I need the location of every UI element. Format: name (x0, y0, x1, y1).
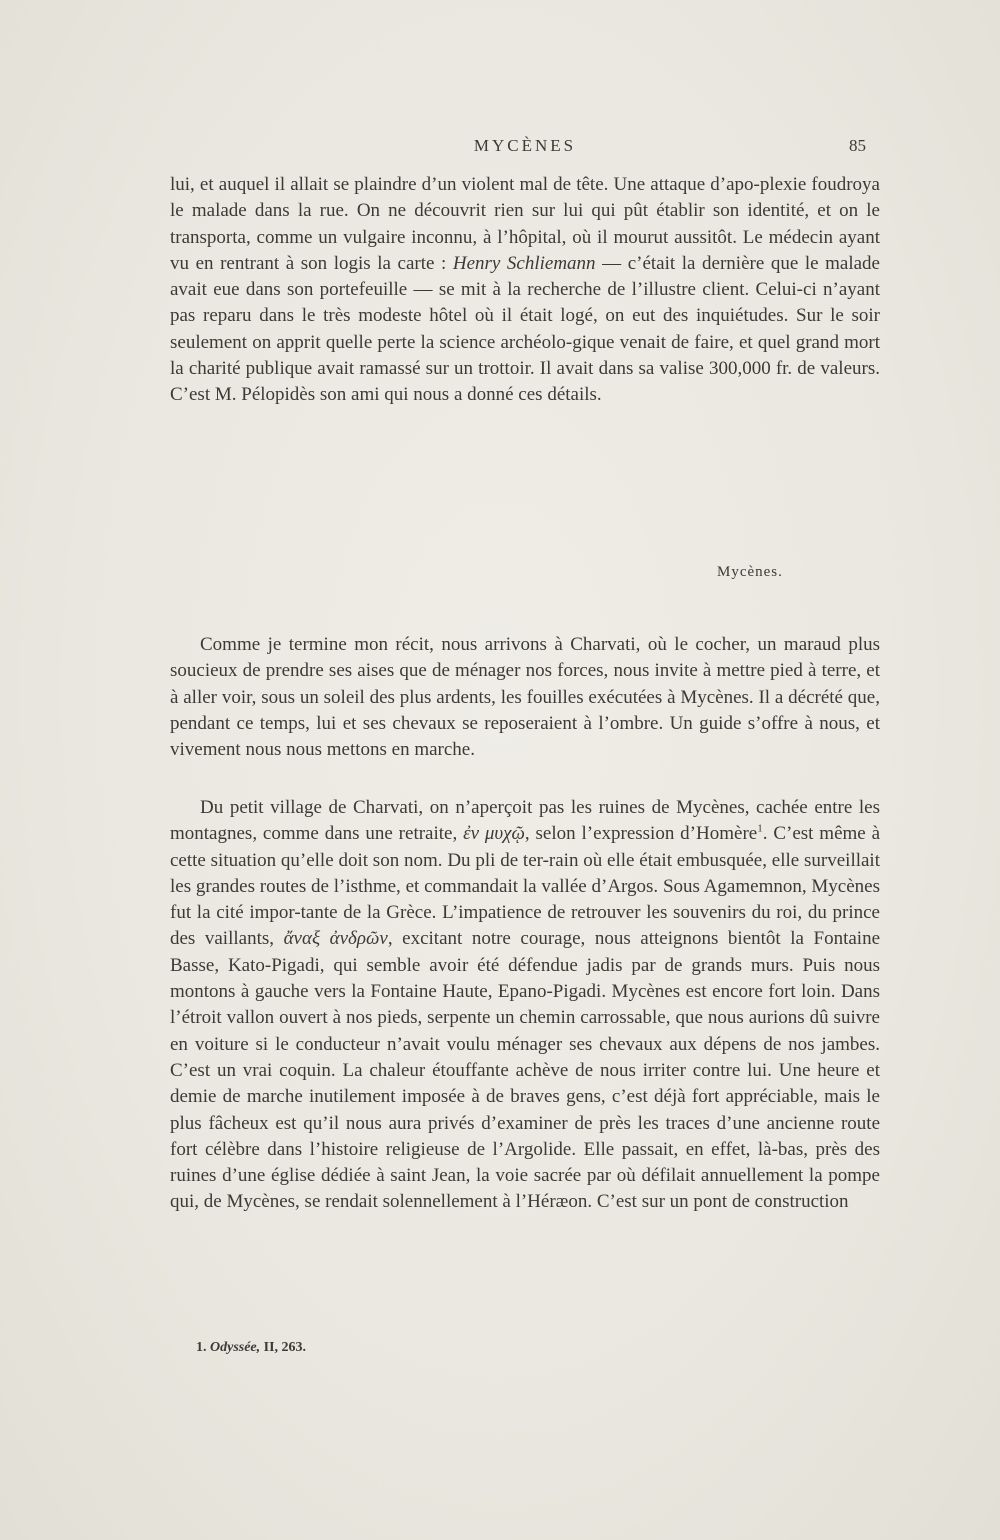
paragraph-1-text: lui, et auquel il allait se plaindre d’un violent mal de tête. Une attaque d’apo-plexie foudroya le malade dans la rue. On ne découvrit rien sur lui qui pût établir son identité, et on le transporta, comme un vulgaire inconnu, à l’hôpital, où il mourut aussitôt. Le médecin ayant vu en rentrant à son logis la carte : (170, 174, 880, 274)
footnote-marker: 1 (757, 822, 763, 835)
running-title: MYCÈNES (473, 136, 577, 155)
paragraph-1-italic-name: Henry Schliemann (452, 252, 596, 274)
paragraph-3 (170, 795, 880, 1216)
paragraph-3-greek-1: ἐν μυχῷ (463, 823, 525, 845)
paragraph-1-rest: — c’était la dernière que le malade avait eue dans son portefeuille — se mit à la recherche de l’illustre client. Celui-ci n’ayant pas reparu dans le très modeste hôtel où il était logé, on eut des inquiétudes. Sur le soir seulement on apprit quelle perte la science archéolo-gique venait de faire, et quel grand mort la charité publique avait ramassé sur un trottoir. Il avait dans sa valise 300,000 fr. de valeurs. C’est M. Pélopidès son ami qui nous a donné ces détails. (170, 252, 880, 406)
footnote-number: 1. (196, 1340, 207, 1355)
running-head (170, 136, 880, 160)
paragraph-1 (170, 172, 880, 409)
paragraph-3-greek-2: ἄναξ ἀνδρῶν (283, 928, 388, 950)
paragraph-3-text-d: , excitant notre courage, nous atteignons bientôt la Fontaine Basse, Kato-Pigadi, qui semble avoir été défendue jadis par de grands murs. Puis nous montons à gauche vers la Fontaine Haute, Epano-Pigadi. Mycènes est encore fort loin. Dans l’étroit vallon ouvert à nos pieds, serpente un chemin carrossable, que nous aurions dû suivre en voiture si le conducteur n’avait voulu ménager ses chevaux aux dépens de nos jambes. C’est un vrai coquin. La chaleur étouffante achève de nous irriter contre lui. Une heure et demie de marche inutilement imposée à de braves gens, c’est déjà fort appréciable, mais le plus fâcheux est qu’il nous aura privés d’examiner de près les traces d’une ancienne route fort célèbre dans l’histoire religieuse de l’Argolide. Elle passait, en effet, là-bas, près des ruines d’une église dédiée à saint Jean, la voie sacrée par où défilait annuellement la pompe qui, de Mycènes, se rendait solennellement à l’Héræon. C’est sur un pont de construction (170, 928, 881, 1213)
paragraph-3-text-c: . C’est même à cette situation qu’elle doit son nom. Du pli de ter-rain où elle était embusquée, elle surveillait les grandes routes de l’isthme, et commandait la vallée d’Argos. Sous Agamemnon, Mycènes fut la cité impor-tante de la Grèce. L’impatience de retrouver les souvenirs du roi, du prince des vaillants, (170, 823, 881, 950)
paragraph-3-text-b: , selon l’expression d’Homère (524, 823, 758, 845)
footnote-work: Odyssée, (210, 1340, 261, 1355)
section-heading: Mycènes. (717, 564, 783, 580)
page-number: 85 (849, 136, 866, 155)
paragraph-3-text-a: Du petit village de Charvati, on n’aperçoit pas les ruines de Mycènes, cachée entre les montagnes, comme dans une retraite, (170, 797, 880, 845)
footnote-ref: II, 263. (263, 1340, 307, 1355)
paragraph-2: Comme je termine mon récit, nous arrivons à Charvati, où le cocher, un maraud plus soucieux de prendre ses aises que de ménager nos forces, nous invite à mettre pied à terre, et à aller voir, sous un soleil des plus ardents, les fouilles exécutées à Mycènes. Il a décrété que, pendant ce temps, lui et ses chevaux se reposeraient à l’ombre. Un guide s’offre à nous, et vivement nous nous mettons en marche. (170, 634, 880, 761)
footnote (196, 1340, 306, 1356)
